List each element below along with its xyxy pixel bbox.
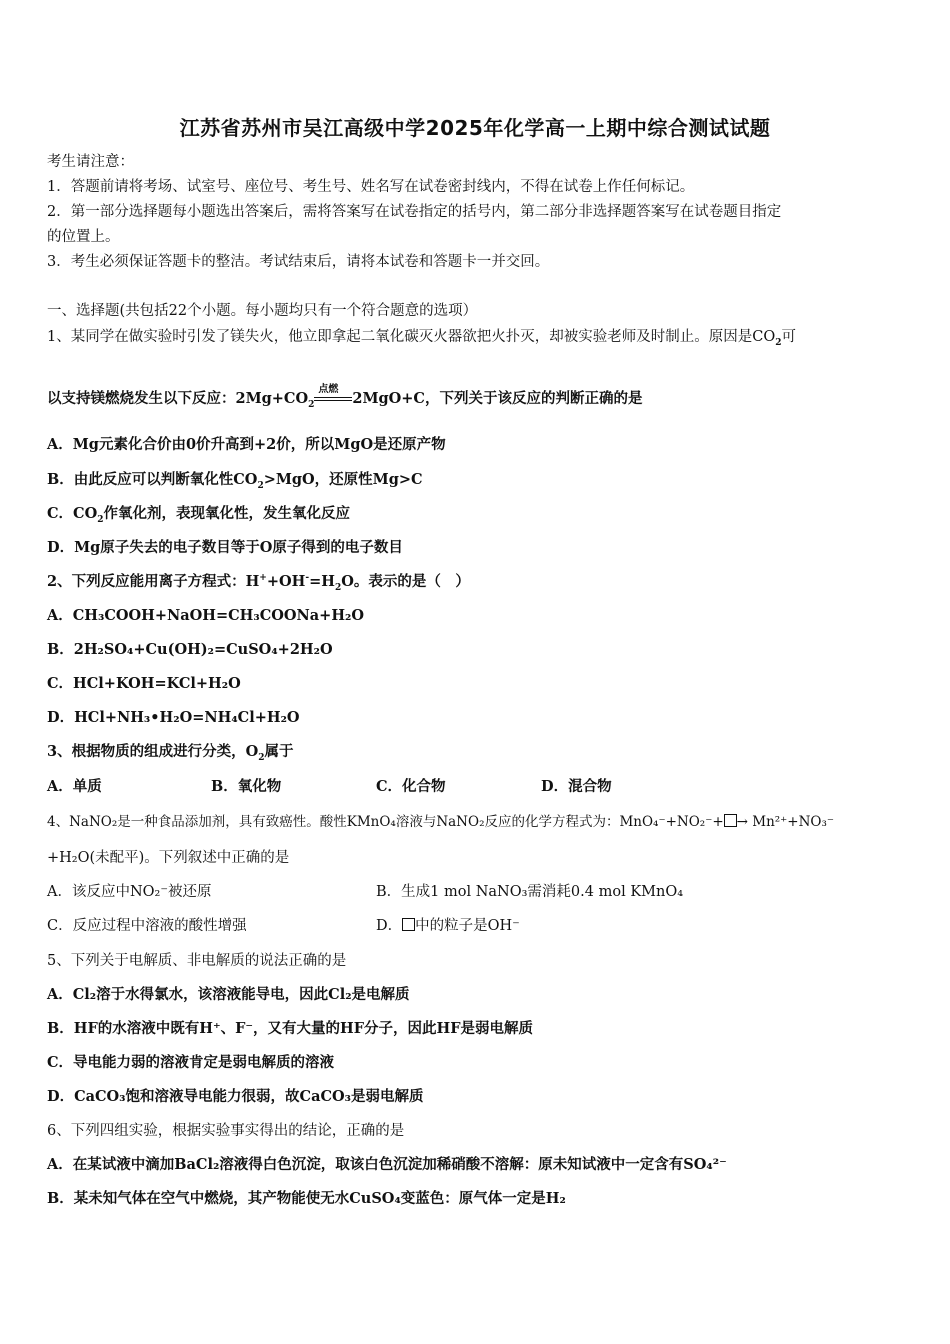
q2-stem: 2、下列反应能用离子方程式：$H^++OH^-=H_2O$。表示的是（ ） [47, 573, 470, 593]
q6-option-a: A．在某试液中滴加BaCl₂溶液得白色沉淀，取该白色沉淀加稀硝酸不溶解：原未知试液中一定含有SO₄²⁻ [47, 1156, 727, 1173]
notice-item: 1．答题前请将考场、试室号、座位号、考生号、姓名写在试卷密封线内，不得在试卷上作任何标记。 [47, 179, 695, 195]
q4-stem-line2: +H₂O(未配平)。下列叙述中正确的是 [47, 850, 290, 866]
q4-option-d: D． 中的粒子是OH⁻ [376, 918, 520, 934]
q3-option-d: D．混合物 [541, 778, 612, 795]
blank-box [724, 814, 737, 827]
q4-option-b: B．生成1 mol NaNO₃需消耗0.4 mol KMnO₄ [376, 884, 684, 900]
q2-option-b: B．2H₂SO₄+Cu(OH)₂=CuSO₄+2H₂O [47, 641, 333, 658]
q1-option-d: D．Mg原子失去的电子数目等于O原子得到的电子数目 [47, 539, 403, 556]
q1-option-b: B．由此反应可以判断氧化性$CO_2>MgO$，还原性Mg>C [47, 471, 423, 491]
q1-stem-line1: 1、某同学在做实验时引发了镁失火，他立即拿起二氧化碳灭火器欲把火扑灭，却被实验老师及时制止。原因是$CO_2$可 [47, 329, 796, 348]
q1-option-a: A．Mg元素化合价由0价升高到+2价，所以MgO是还原产物 [47, 436, 446, 453]
q6-stem: 6、下列四组实验，根据实验事实得出的结论，正确的是 [47, 1123, 405, 1139]
q4-stem-line1: 4、NaNO₂是一种食品添加剂，具有致癌性。酸性KMnO₄溶液与NaNO₂反应的化学方程式为：MnO₄⁻+NO₂⁻+ → Mn²⁺+NO₃⁻ [47, 814, 835, 830]
reaction-condition-arrow: 点燃 [314, 389, 352, 409]
page-title: 江苏省苏州市吴江高级中学2025年化学高一上期中综合测试试题 [179, 116, 771, 140]
notice-item: 3．考生必须保证答题卡的整洁。考试结束后，请将本试卷和答题卡一并交回。 [47, 254, 550, 270]
notice-item: 2．第一部分选择题每小题选出答案后，需将答案写在试卷指定的括号内，第二部分非选择题答案写在试卷题目指定 [47, 204, 782, 220]
q2-option-c: C．HCl+KOH=KCl+H₂O [47, 675, 241, 692]
q1-option-c: C．$CO_2$作氧化剂，表现氧化性，发生氧化反应 [47, 505, 350, 525]
section-heading: 一、选择题(共包括22个小题。每小题均只有一个符合题意的选项） [47, 303, 478, 319]
q4-option-c: C．反应过程中溶液的酸性增强 [47, 918, 247, 934]
q6-option-b: B．某未知气体在空气中燃烧，其产物能使无水CuSO₄变蓝色：原气体一定是H₂ [47, 1190, 566, 1207]
q4-option-a: A．该反应中NO₂⁻被还原 [47, 884, 212, 900]
notice-heading: 考生请注意： [47, 154, 134, 170]
q3-option-a: A．单质 [47, 778, 102, 795]
q5-option-a: A．Cl₂溶于水得氯水，该溶液能导电，因此Cl₂是电解质 [47, 986, 410, 1003]
q5-option-d: D．CaCO₃饱和溶液导电能力很弱，故CaCO₃是弱电解质 [47, 1088, 424, 1105]
q1-stem-line2: 以支持镁燃烧发生以下反应：$2Mg+CO_2$ 点燃 2MgO+C，下列关于该反应的判断正确的是 [47, 384, 643, 410]
q3-stem: 3、根据物质的组成进行分类，$O_2$属于 [47, 743, 294, 763]
q3-option-c: C．化合物 [376, 778, 446, 795]
notice-item: 的位置上。 [47, 229, 120, 245]
blank-box [402, 918, 415, 931]
q2-option-a: A．CH₃COOH+NaOH=CH₃COONa+H₂O [47, 607, 364, 624]
q5-option-c: C．导电能力弱的溶液肯定是弱电解质的溶液 [47, 1054, 335, 1071]
q2-option-d: D．HCl+NH₃•H₂O=NH₄Cl+H₂O [47, 709, 300, 726]
q5-stem: 5、下列关于电解质、非电解质的说法正确的是 [47, 953, 347, 969]
q5-option-b: B．HF的水溶液中既有H⁺、F⁻，又有大量的HF分子，因此HF是弱电解质 [47, 1020, 534, 1037]
q3-option-b: B．氧化物 [211, 778, 282, 795]
